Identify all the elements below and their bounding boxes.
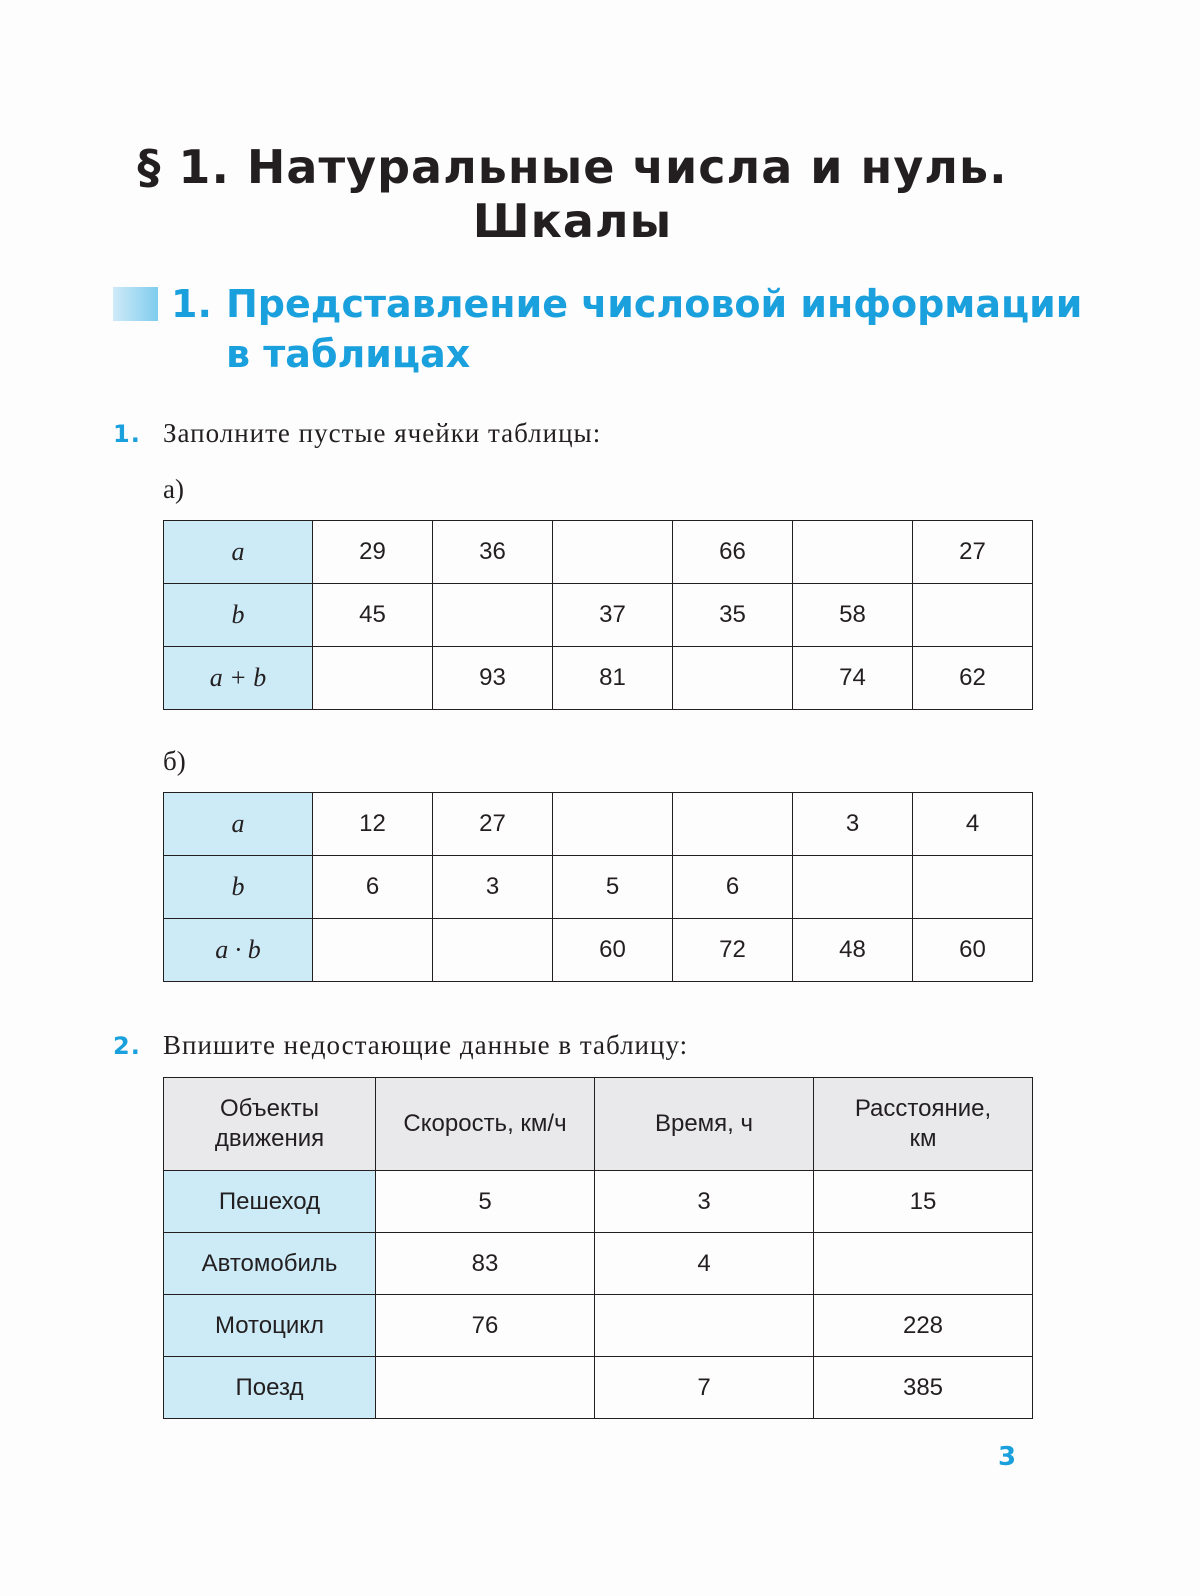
cell[interactable]: 60 — [553, 919, 673, 982]
table-sum — [163, 520, 1033, 710]
cell[interactable] — [913, 856, 1033, 919]
row-head-product: a · b — [164, 919, 313, 982]
cell[interactable] — [313, 919, 433, 982]
row-head-b: b — [164, 584, 313, 647]
cell[interactable]: 93 — [433, 647, 553, 710]
table-row — [164, 919, 1033, 982]
cell[interactable]: 7 — [595, 1357, 814, 1419]
table-row — [164, 584, 1033, 647]
cell[interactable] — [313, 647, 433, 710]
column-header — [814, 1078, 1033, 1171]
cell[interactable]: 83 — [376, 1233, 595, 1295]
cell[interactable]: 5 — [376, 1171, 595, 1233]
cell[interactable]: 72 — [673, 919, 793, 982]
cell[interactable]: 74 — [793, 647, 913, 710]
chapter-title-line1: § 1. Натуральные числа и нуль. — [137, 140, 1008, 194]
table-product — [163, 792, 1033, 982]
table-row — [164, 1233, 1033, 1295]
chapter-title — [0, 140, 1145, 248]
cell[interactable] — [376, 1357, 595, 1419]
section-title-line2: в таблицах — [226, 332, 471, 376]
task-1-prompt — [113, 418, 601, 449]
table-row — [164, 856, 1033, 919]
table-row — [164, 793, 1033, 856]
cell[interactable]: 4 — [913, 793, 1033, 856]
task-1-text: Заполните пустые ячейки таблицы: — [163, 418, 602, 448]
task-1b-label: б) — [163, 746, 186, 776]
row-head-a: a — [164, 521, 313, 584]
column-header-speed: Скорость, км/ч — [376, 1078, 595, 1171]
table-row — [164, 1357, 1033, 1419]
column-header-objects: Объекты движения — [214, 1095, 325, 1152]
cell[interactable]: 29 — [313, 521, 433, 584]
row-head-a: a — [164, 793, 313, 856]
cell[interactable] — [553, 793, 673, 856]
row-head-pedestrian: Пешеход — [164, 1171, 376, 1233]
table-motion — [163, 1077, 1033, 1419]
task-2-text: Впишите недостающие данные в таблицу: — [163, 1030, 689, 1060]
row-head-sum: a + b — [164, 647, 313, 710]
table-sum-body — [164, 521, 1033, 710]
cell[interactable]: 36 — [433, 521, 553, 584]
cell[interactable]: 45 — [313, 584, 433, 647]
row-head-train: Поезд — [164, 1357, 376, 1419]
cell[interactable]: 27 — [433, 793, 553, 856]
cell[interactable] — [793, 856, 913, 919]
cell[interactable] — [595, 1295, 814, 1357]
section-number: 1. — [171, 282, 212, 326]
row-head-b: b — [164, 856, 313, 919]
cell[interactable] — [433, 919, 553, 982]
cell[interactable]: 15 — [814, 1171, 1033, 1233]
cell[interactable]: 5 — [553, 856, 673, 919]
table-row — [164, 647, 1033, 710]
column-header — [164, 1078, 376, 1171]
task-1-number: 1. — [113, 420, 141, 448]
table-row — [164, 521, 1033, 584]
task-2-prompt — [113, 1030, 688, 1061]
cell[interactable] — [814, 1233, 1033, 1295]
cell[interactable]: 12 — [313, 793, 433, 856]
task-2-number: 2. — [113, 1032, 141, 1060]
cell[interactable]: 3 — [433, 856, 553, 919]
cell[interactable]: 81 — [553, 647, 673, 710]
cell[interactable] — [673, 793, 793, 856]
row-head-car: Автомобиль — [164, 1233, 376, 1295]
cell[interactable]: 27 — [913, 521, 1033, 584]
cell[interactable]: 3 — [595, 1171, 814, 1233]
cell[interactable]: 3 — [793, 793, 913, 856]
cell[interactable] — [913, 584, 1033, 647]
cell[interactable]: 385 — [814, 1357, 1033, 1419]
section-title-line1: Представление числовой информации — [226, 282, 1083, 326]
cell[interactable]: 4 — [595, 1233, 814, 1295]
table-row — [164, 1295, 1033, 1357]
cell[interactable] — [793, 521, 913, 584]
table-row — [164, 1171, 1033, 1233]
cell[interactable]: 35 — [673, 584, 793, 647]
cell[interactable]: 66 — [673, 521, 793, 584]
table-header-row — [164, 1078, 1033, 1171]
column-header-time: Время, ч — [595, 1078, 814, 1171]
cell[interactable]: 58 — [793, 584, 913, 647]
cell[interactable] — [433, 584, 553, 647]
page-number: 3 — [998, 1442, 1017, 1472]
cell[interactable]: 6 — [673, 856, 793, 919]
cell[interactable]: 228 — [814, 1295, 1033, 1357]
chapter-title-line2: Шкалы — [472, 194, 673, 248]
cell[interactable]: 76 — [376, 1295, 595, 1357]
cell[interactable] — [553, 521, 673, 584]
cell[interactable]: 6 — [313, 856, 433, 919]
cell[interactable]: 62 — [913, 647, 1033, 710]
cell[interactable]: 37 — [553, 584, 673, 647]
cell[interactable]: 48 — [793, 919, 913, 982]
table-product-body — [164, 793, 1033, 982]
task-1a-label: а) — [163, 474, 184, 504]
row-head-motorcycle: Мотоцикл — [164, 1295, 376, 1357]
column-header-distance: Расстояние, км — [854, 1095, 992, 1152]
table-motion-body — [164, 1078, 1033, 1419]
section-marker — [113, 287, 158, 321]
cell[interactable]: 60 — [913, 919, 1033, 982]
cell[interactable] — [673, 647, 793, 710]
